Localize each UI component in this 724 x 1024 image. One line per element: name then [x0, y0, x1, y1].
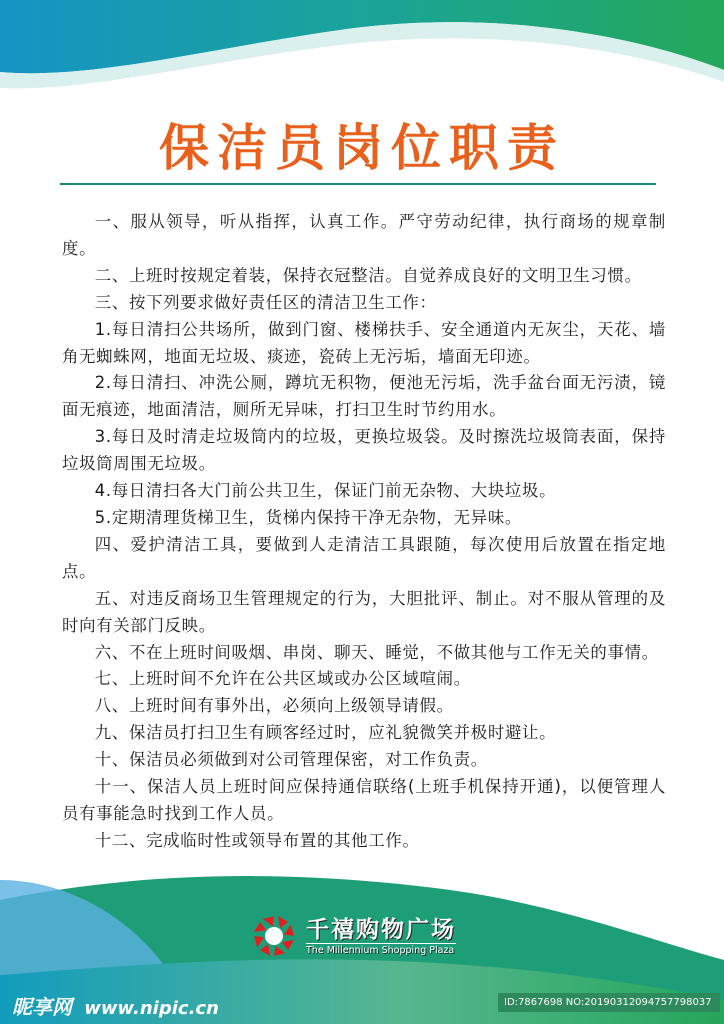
duty-item: 5.定期清理货梯卫生，货梯内保持干净无杂物，无异味。: [94, 507, 523, 527]
watermark-url: www.nipic.cn: [84, 998, 219, 1019]
duty-item: 五、对违反商场卫生管理规定的行为，大胆批评、制止。对不服从管理的及时向有关部门反映。: [62, 588, 666, 635]
duty-item: 四、爱护清洁工具，要做到人走清洁工具跟随，每次使用后放置在指定地点。: [62, 534, 666, 581]
duty-item: 八、上班时间有事外出，必须向上级领导请假。: [94, 696, 454, 716]
page-title: 保洁员岗位职责: [159, 119, 565, 177]
duty-item: 三、按下列要求做好责任区的清洁卫生工作：: [94, 292, 437, 312]
duty-item: 二、上班时按规定着装，保持衣冠整洁。自觉养成良好的文明卫生习惯。: [94, 265, 642, 285]
logo-english-name: The Millennium Shopping Plaza: [306, 944, 455, 956]
duty-item: 六、不在上班时间吸烟、串岗、聊天、睡觉，不做其他与工作无关的事情。: [94, 642, 659, 662]
watermark-brand: 昵享网: [12, 995, 72, 1019]
duty-item: 2.每日清扫、冲洗公厕，蹲坑无积物，便池无污垢，洗手盆台面无污渍，镜面无痕迹，地面清洁，厕所无异味，打扫卫生时节约用水。: [62, 373, 666, 420]
duty-item: 十一、保洁人员上班时间应保持通信联络(上班手机保持开通)，以便管理人员有事能急时找到工作人员。: [62, 777, 666, 823]
duty-item: 九、保洁员打扫卫生有顾客经过时，应礼貌微笑并极时避让。: [94, 723, 557, 743]
duty-item: 七、上班时间不允许在公共区域或办公区域喧闹。: [94, 669, 471, 689]
duties-list: [62, 209, 666, 855]
duty-item: 十二、完成临时性或领导布置的其他工作。: [94, 830, 420, 850]
logo-chinese-name: 千禧购物广场: [306, 916, 456, 943]
duty-item: 一、服从领导，听从指挥，认真工作。严守劳动纪律，执行商场的规章制度。: [62, 212, 666, 258]
duty-item: 3.每日及时清走垃圾筒内的垃圾，更换垃圾袋。及时擦洗垃圾筒表面，保持垃圾筒周围无垃圾。: [62, 427, 666, 474]
watermark: [12, 991, 219, 1020]
image-id-label: ID:7867698 NO:20190312094757798037: [498, 993, 720, 1012]
title-divider: [60, 183, 656, 185]
brand-logo: [250, 912, 456, 960]
duty-item: 1.每日清扫公共场所，做到门窗、楼梯扶手、安全通道内无灰尘，天花、墙角无蜘蛛网，地面无垃圾、痰迹，瓷砖上无污垢，墙面无印迹。: [62, 319, 666, 366]
pinwheel-logo-icon: [250, 912, 298, 960]
duty-item: 4.每日清扫各大门前公共卫生，保证门前无杂物、大块垃圾。: [94, 481, 557, 501]
duty-item: 十、保洁员必须做到对公司管理保密，对工作负责。: [94, 750, 488, 770]
